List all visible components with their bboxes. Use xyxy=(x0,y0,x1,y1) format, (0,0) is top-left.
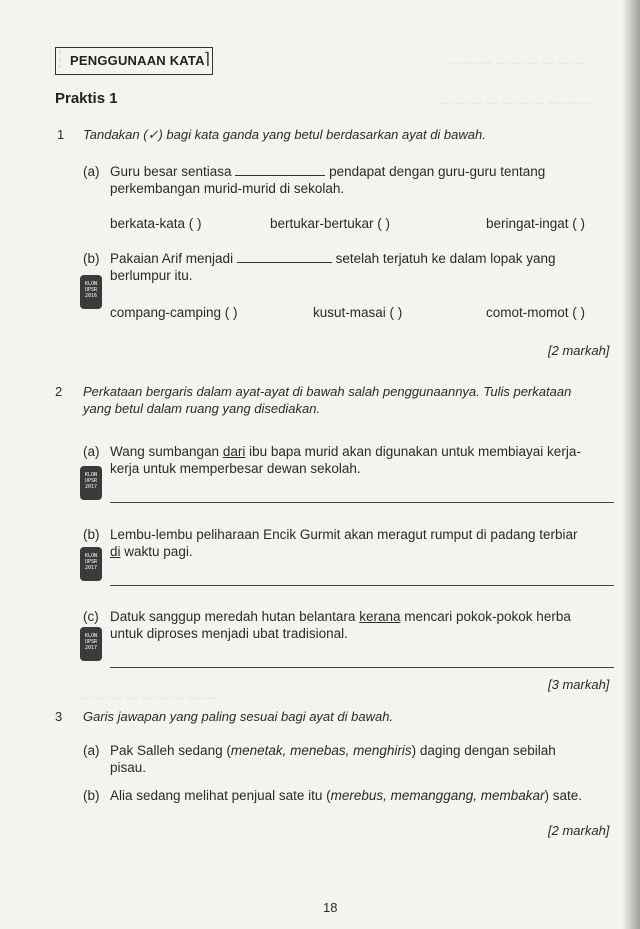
q3b-line1 xyxy=(110,788,582,803)
q1a-option-3[interactable]: beringat-ingat ( ) xyxy=(486,216,586,231)
topic-header-box xyxy=(55,47,213,75)
q2c-text-before: Datuk sanggup meredah hutan belantara xyxy=(110,609,356,624)
q1a-label: (a) xyxy=(83,164,100,179)
q1-marks: [2 markah] xyxy=(548,343,610,358)
bleed-through-text: — — — — — — — — — xyxy=(450,55,585,69)
q1a-line2: perkembangan murid-murid di sekolah. xyxy=(110,181,345,196)
q2b-underlined-word: di xyxy=(110,544,121,559)
klon-upsr-badge: KLON UPSR 2017 xyxy=(80,466,102,500)
q2a-underlined-word: dari xyxy=(222,444,246,459)
klon-upsr-badge: KLON UPSR 2017 xyxy=(80,627,102,661)
question-2-number: 2 xyxy=(55,384,63,399)
q1b-blank[interactable] xyxy=(237,262,332,263)
q1b-text-before: Pakaian Arif menjadi xyxy=(110,251,234,266)
q2b-line1: Lembu-lembu peliharaan Encik Gurmit akan meragut rumput di padang terbiar xyxy=(110,527,578,542)
section-title: Praktis 1 xyxy=(55,90,118,107)
q1a-text-before: Guru besar sentiasa xyxy=(110,164,232,179)
q2c-text-after: mencari pokok-pokok herba xyxy=(404,609,571,624)
q3-marks: [2 markah] xyxy=(548,823,610,838)
question-3-number: 3 xyxy=(55,709,63,724)
scroll-curl-icon: ⌉ xyxy=(203,51,210,68)
question-1-instruction: Tandakan (✓) bagi kata ganda yang betul berdasarkan ayat di bawah. xyxy=(83,127,486,142)
q2b-text-after: waktu pagi. xyxy=(124,544,193,559)
q2c-answer-line[interactable] xyxy=(110,667,614,668)
q2a-line1 xyxy=(110,444,581,459)
q3a-text-after: ) daging dengan sebilah xyxy=(411,743,556,758)
q1a-text-after: pendapat dengan guru-guru tentang xyxy=(329,164,546,179)
q2c-line2: untuk diproses menjadi ubat tradisional. xyxy=(110,626,348,641)
q1a-option-1[interactable]: berkata-kata ( ) xyxy=(110,216,202,231)
header-decoration: ⁝ ⁝ ⁝ xyxy=(59,50,61,70)
page-number: 18 xyxy=(323,900,338,915)
q2a-text-after: ibu bapa murid akan digunakan untuk membiayai kerja- xyxy=(249,444,581,459)
question-2-instruction-line1: Perkataan bergaris dalam ayat-ayat di bawah salah penggunaannya. Tulis perkataan xyxy=(83,384,572,399)
question-1-number: 1 xyxy=(57,127,65,142)
q2a-line2: kerja untuk memperbesar dewan sekolah. xyxy=(110,461,361,476)
q3a-text-before: Pak Salleh sedang ( xyxy=(110,743,231,758)
q3b-text-before: Alia sedang melihat penjual sate itu ( xyxy=(110,788,331,803)
q2b-answer-line[interactable] xyxy=(110,585,614,586)
question-2-instruction-line2: yang betul dalam ruang yang disediakan. xyxy=(83,401,321,416)
q3a-line2: pisau. xyxy=(110,760,147,775)
question-3-instruction: Garis jawapan yang paling sesuai bagi ayat di bawah. xyxy=(83,709,394,724)
q1b-option-1[interactable]: compang-camping ( ) xyxy=(110,305,238,320)
klon-upsr-badge: KLON UPSR 2017 xyxy=(80,547,102,581)
q3b-choices[interactable]: merebus, memanggang, membakar xyxy=(330,788,545,803)
page-edge-shadow xyxy=(622,0,640,929)
q1b-line2: berlumpur itu. xyxy=(110,268,193,283)
q2a-label: (a) xyxy=(83,444,100,459)
q1b-option-3[interactable]: comot-momot ( ) xyxy=(486,305,586,320)
bleed-through-text: — — — — — — — — — xyxy=(80,690,215,704)
q1b-label: (b) xyxy=(83,251,100,266)
topic-title: PENGGUNAAN KATA xyxy=(70,53,205,68)
q3a-line1 xyxy=(110,743,556,758)
q3b-text-after: ) sate. xyxy=(544,788,583,803)
q1a-option-2[interactable]: bertukar-bertukar ( ) xyxy=(270,216,391,231)
q1b-option-2[interactable]: kusut-masai ( ) xyxy=(313,305,403,320)
q3b-label: (b) xyxy=(83,788,100,803)
q1b-text-after: setelah terjatuh ke dalam lopak yang xyxy=(335,251,556,266)
q2c-label: (c) xyxy=(83,609,99,624)
q1a-line1 xyxy=(110,164,545,179)
q1b-line1 xyxy=(110,251,556,266)
klon-upsr-badge: KLON UPSR 2016 xyxy=(80,275,102,309)
q2b-line2 xyxy=(110,544,193,559)
q2b-label: (b) xyxy=(83,527,100,542)
q3a-choices[interactable]: menetak, menebas, menghiris xyxy=(230,743,412,758)
q2c-underlined-word: kerana xyxy=(359,609,401,624)
q2-marks: [3 markah] xyxy=(548,677,610,692)
q3a-label: (a) xyxy=(83,743,100,758)
q1a-blank[interactable] xyxy=(235,175,325,176)
bleed-through-text: — — — — — — — — — — xyxy=(440,95,591,109)
q2a-text-before: Wang sumbangan xyxy=(110,444,220,459)
q2c-line1 xyxy=(110,609,571,624)
q2a-answer-line[interactable] xyxy=(110,502,614,503)
